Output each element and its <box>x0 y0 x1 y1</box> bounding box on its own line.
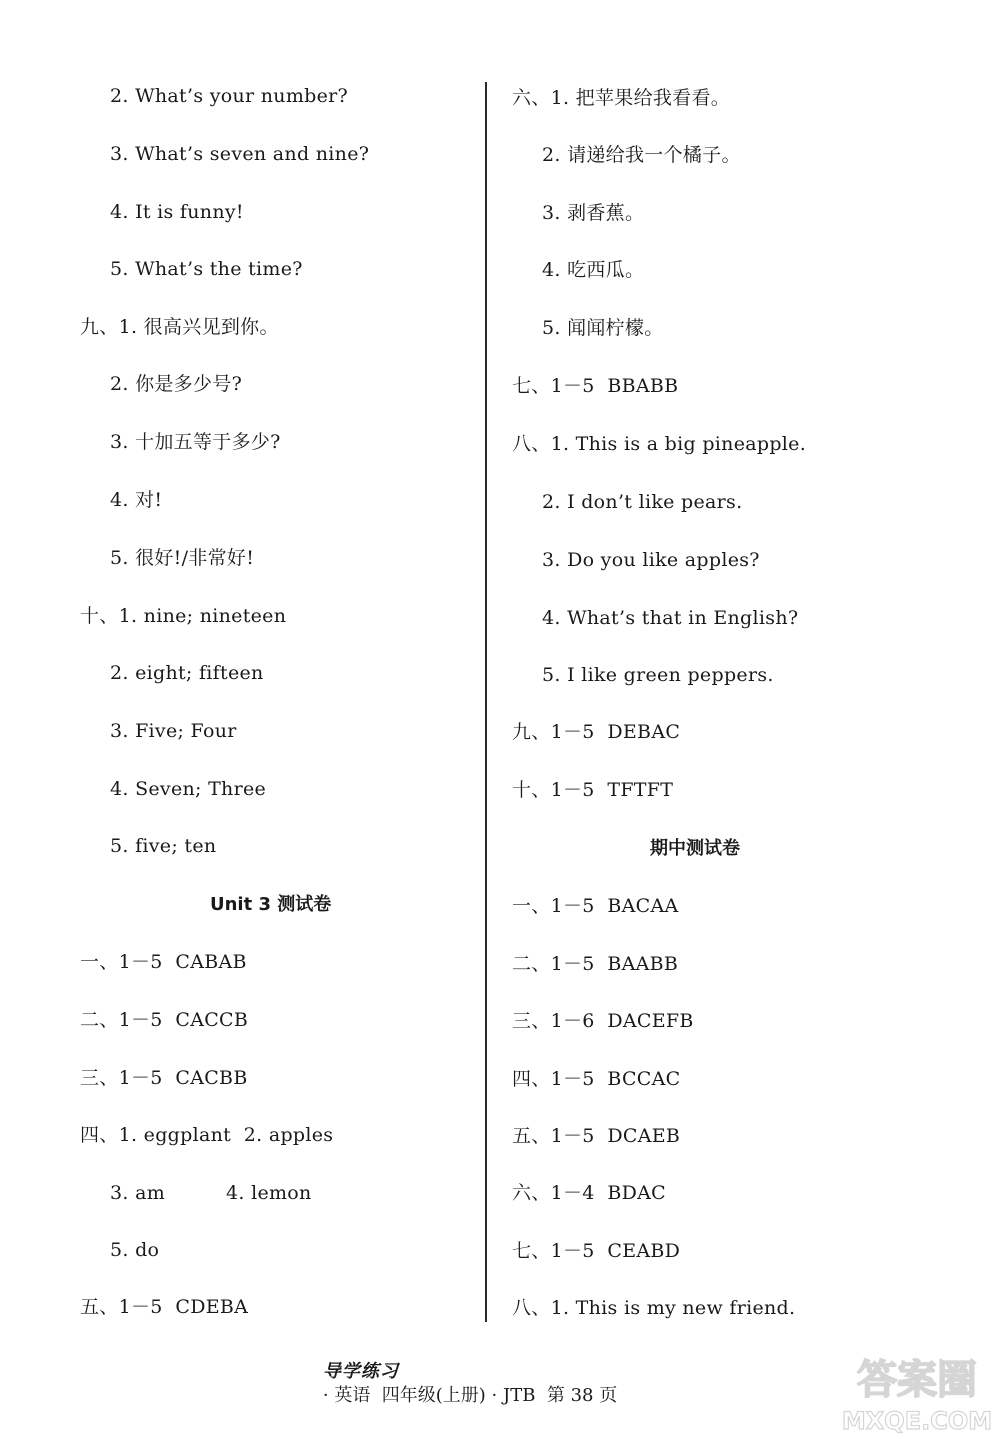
left-line: 4. 对! <box>110 489 163 511</box>
right-line: 三、1－6 DACEFB <box>512 1010 694 1032</box>
right-line: 五、1－5 DCAEB <box>512 1125 681 1147</box>
right-line: 2. 请递给我一个橘子。 <box>542 144 741 166</box>
left-line: 三、1－5 CACBB <box>80 1067 248 1089</box>
left-line: 四、1. eggplant 2. apples <box>80 1124 334 1146</box>
section-heading-unit3: Unit 3 测试卷 <box>210 894 332 915</box>
right-line: 六、1. 把苹果给我看看。 <box>512 87 731 109</box>
right-line: 八、1. This is a big pineapple. <box>512 433 807 455</box>
left-line: 3. 十加五等于多少? <box>110 431 281 453</box>
right-line: 4. What’s that in English? <box>542 607 799 629</box>
watermark-top-text: 答案圈 <box>857 1357 977 1403</box>
left-line: 5. What’s the time? <box>110 258 303 280</box>
footer-brand: 导学练习 <box>322 1361 399 1382</box>
left-line: 3. What’s seven and nine? <box>110 143 370 165</box>
left-line: 4. It is funny! <box>110 201 244 223</box>
left-line: 二、1－5 CACCB <box>80 1009 249 1031</box>
left-line: 5. do <box>110 1239 160 1261</box>
left-line: 4. lemon <box>226 1182 312 1204</box>
right-line: 八、1. This is my new friend. <box>512 1297 796 1319</box>
right-line: 九、1－5 DEBAC <box>512 721 681 743</box>
column-divider <box>485 82 487 1322</box>
left-line: 5. 很好!/非常好! <box>110 547 255 569</box>
watermark-logo <box>842 1345 992 1437</box>
footer-page-info: · 英语 四年级(上册) · JTB 第 38 页 <box>322 1385 618 1406</box>
left-line: 2. eight; fifteen <box>110 662 264 684</box>
page-footer <box>300 1336 617 1432</box>
right-line: 一、1－5 BACAA <box>512 895 679 917</box>
right-line: 3. 剥香蕉。 <box>542 202 645 224</box>
right-line: 5. 闻闻柠檬。 <box>542 317 664 339</box>
right-line: 4. 吃西瓜。 <box>542 259 645 281</box>
left-line: 5. five; ten <box>110 835 217 857</box>
left-line: 3. Five; Four <box>110 720 237 742</box>
left-line: 十、1. nine; nineteen <box>80 605 287 627</box>
right-line: 七、1－5 CEABD <box>512 1240 681 1262</box>
right-line: 3. Do you like apples? <box>542 549 760 571</box>
left-line: 一、1－5 CABAB <box>80 951 247 973</box>
left-line: 九、1. 很高兴见到你。 <box>80 316 279 338</box>
right-line: 四、1－5 BCCAC <box>512 1068 681 1090</box>
right-line: 七、1－5 BBABB <box>512 375 679 397</box>
right-line: 2. I don’t like pears. <box>542 491 743 513</box>
left-line: 4. Seven; Three <box>110 778 267 800</box>
section-heading-midterm: 期中测试卷 <box>650 838 740 859</box>
watermark-bottom-text: MXQE.COM <box>842 1407 992 1435</box>
right-line: 5. I like green peppers. <box>542 664 774 686</box>
right-line: 十、1－5 TFTFT <box>512 779 674 801</box>
left-line: 2. What’s your number? <box>110 85 349 107</box>
left-line: 3. am <box>110 1182 166 1204</box>
left-line: 2. 你是多少号? <box>110 373 243 395</box>
left-line: 五、1－5 CDEBA <box>80 1296 249 1318</box>
right-line: 二、1－5 BAABB <box>512 953 679 975</box>
right-line: 六、1－4 BDAC <box>512 1182 667 1204</box>
